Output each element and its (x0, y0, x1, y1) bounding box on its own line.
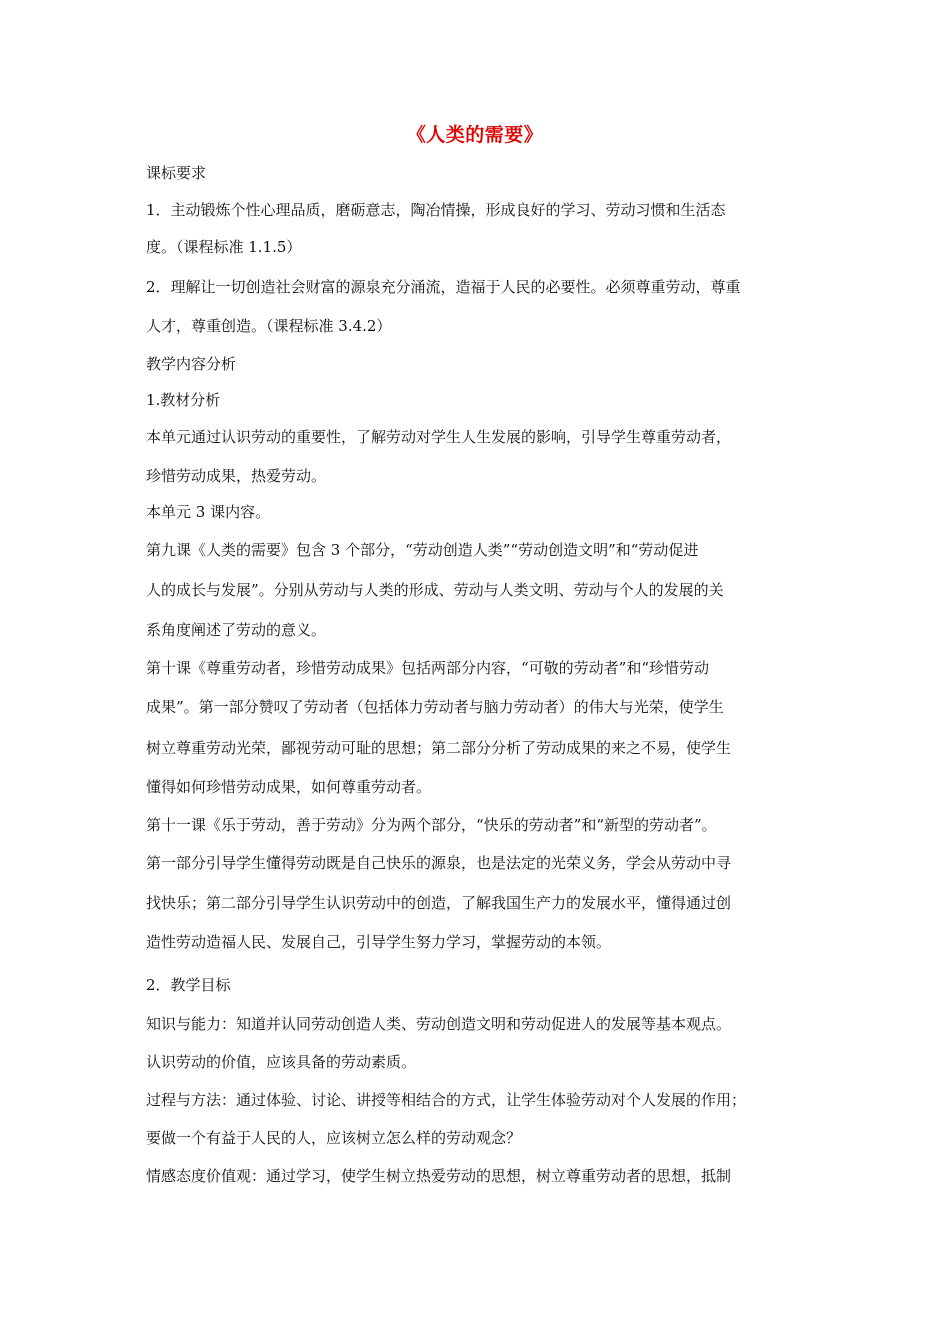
heading-teaching-goals: 2．教学目标 (146, 976, 231, 994)
paragraph-line: 第十一课《乐于劳动，善于劳动》分为两个部分，“快乐的劳动者”和“新型的劳动者”。 (146, 816, 717, 834)
heading-content-analysis: 教学内容分析 (146, 355, 237, 373)
document-body (146, 160, 806, 1200)
paragraph-line: 要做一个有益于人民的人，应该树立怎么样的劳动观念？ (146, 1129, 522, 1147)
paragraph-line: 2．理解让一切创造社会财富的源泉充分涌流，造福于人民的必要性。必须尊重劳动，尊重 (146, 278, 741, 296)
paragraph-line: 成果”。第一部分赞叹了劳动者（包括体力劳动者与脑力劳动者）的伟大与光荣，使学生 (146, 698, 724, 716)
paragraph-line: 1．主动锻炼个性心理品质，磨砺意志，陶冶情操，形成良好的学习、劳动习惯和生活态 (146, 201, 726, 219)
document-title: 《人类的需要》 (406, 124, 544, 146)
heading-textbook-analysis: 1.教材分析 (146, 391, 221, 409)
heading-curriculum-requirements: 课标要求 (146, 164, 207, 182)
paragraph-line: 珍惜劳动成果，热爱劳动。 (146, 467, 327, 485)
paragraph-line: 系角度阐述了劳动的意义。 (146, 621, 327, 639)
paragraph-line: 懂得如何珍惜劳动成果，如何尊重劳动者。 (146, 778, 432, 796)
paragraph-line: 人的成长与发展”。分别从劳动与人类的形成、劳动与人类文明、劳动与个人的发展的关 (146, 581, 724, 599)
paragraph-line: 度。（课程标准 1.1.5） (146, 238, 302, 256)
paragraph-line: 第一部分引导学生懂得劳动既是自己快乐的源泉，也是法定的光荣义务，学会从劳动中寻 (146, 854, 732, 872)
paragraph-line: 造性劳动造福人民、发展自己，引导学生努力学习，掌握劳动的本领。 (146, 933, 612, 951)
paragraph-line: 第十课《尊重劳动者，珍惜劳动成果》包括两部分内容，“可敬的劳动者”和“珍惜劳动 (146, 659, 710, 677)
paragraph-line: 本单元通过认识劳动的重要性，了解劳动对学生人生发展的影响，引导学生尊重劳动者， (146, 428, 732, 446)
paragraph-line: 树立尊重劳动光荣，鄙视劳动可耻的思想；第二部分分析了劳动成果的来之不易，使学生 (146, 739, 732, 757)
paragraph-line: 第九课《人类的需要》包含 3 个部分，“劳动创造人类”“劳动创造文明”和“劳动促进 (146, 541, 699, 559)
paragraph-line: 过程与方法：通过体验、讨论、讲授等相结合的方式，让学生体验劳动对个人发展的作用； (146, 1091, 747, 1109)
paragraph-line: 找快乐；第二部分引导学生认识劳动中的创造，了解我国生产力的发展水平，懂得通过创 (146, 894, 732, 912)
paragraph-line: 人才，尊重创造。（课程标准 3.4.2） (146, 317, 392, 335)
paragraph-line: 认识劳动的价值，应该具备的劳动素质。 (146, 1053, 417, 1071)
paragraph-line: 知识与能力：知道并认同劳动创造人类、劳动创造文明和劳动促进人的发展等基本观点。 (146, 1015, 732, 1033)
paragraph-line: 情感态度价值观：通过学习，使学生树立热爱劳动的思想，树立尊重劳动者的思想，抵制 (146, 1167, 732, 1185)
paragraph-line: 本单元 3 课内容。 (146, 503, 271, 521)
